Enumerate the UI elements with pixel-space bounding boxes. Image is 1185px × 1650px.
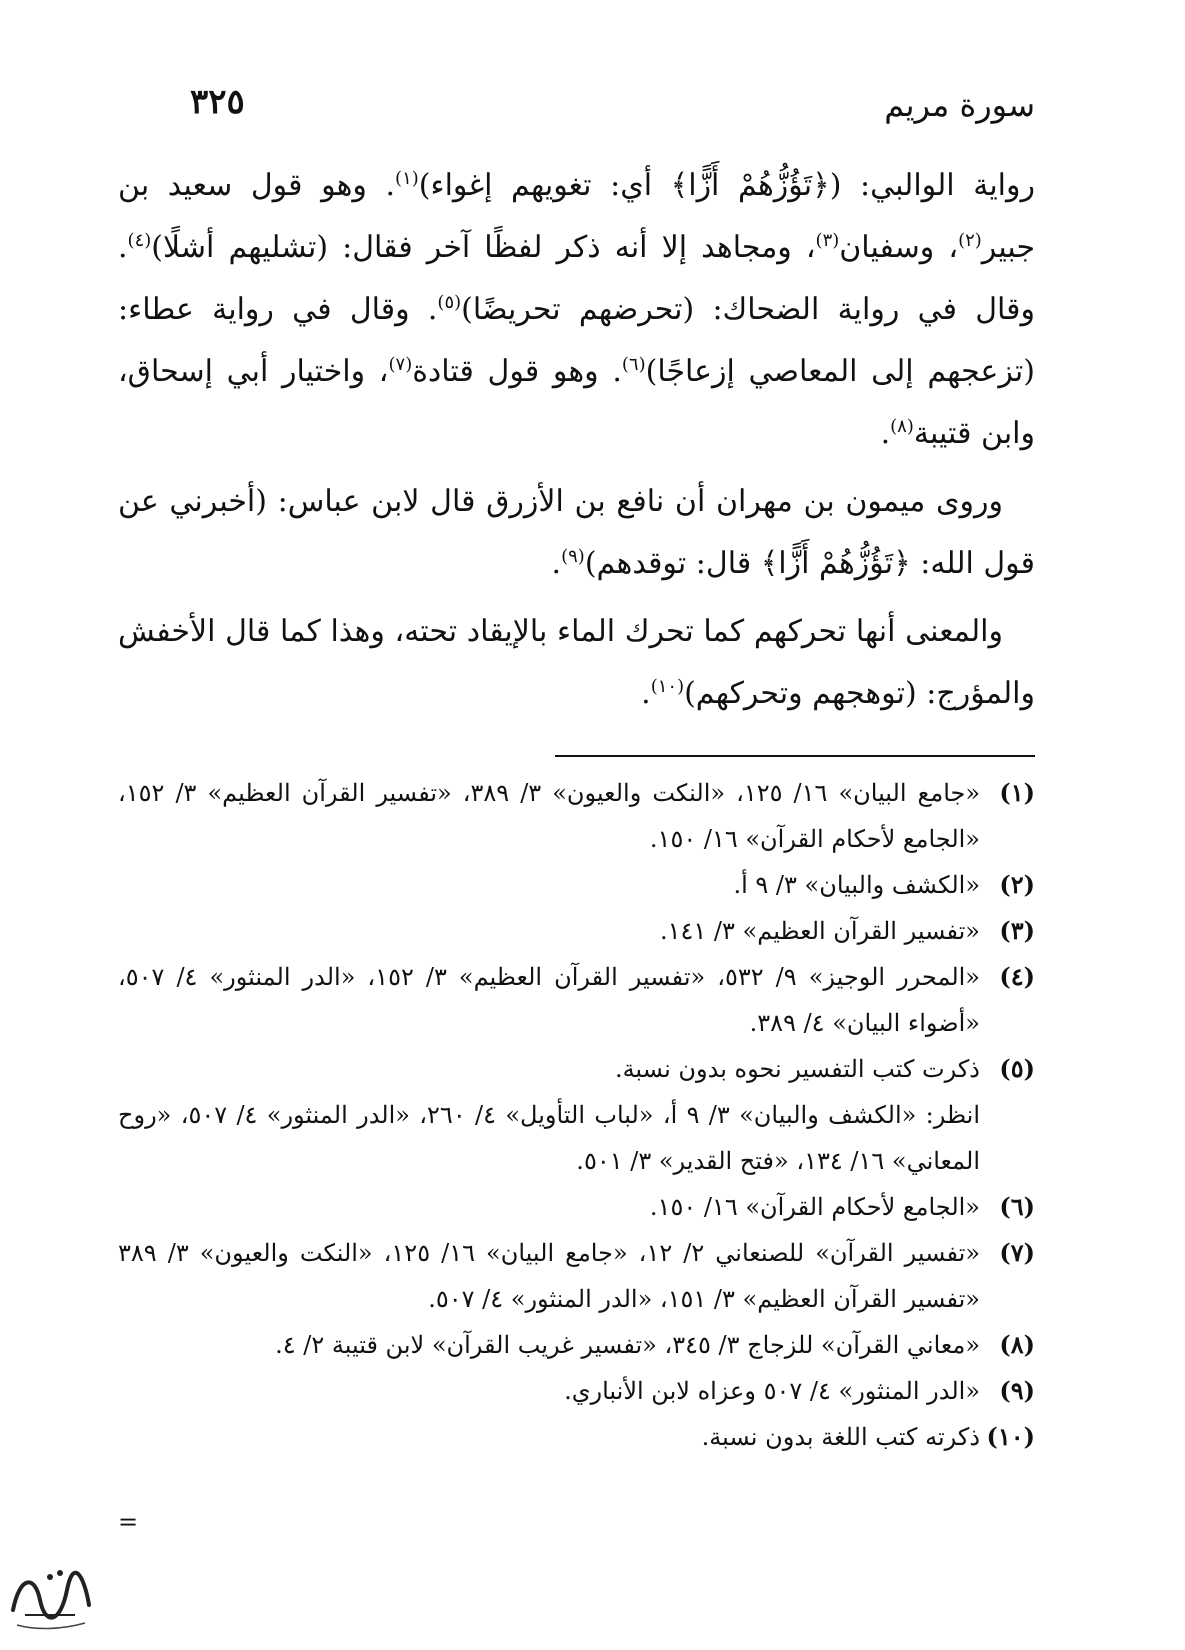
footnote-ref-5: (٥)	[437, 292, 462, 313]
footnote-7	[118, 1230, 1035, 1322]
continuation-mark: =	[118, 1508, 139, 1536]
footnote-number: (٤)	[999, 962, 1035, 991]
footnote-2	[118, 862, 1035, 908]
footnotes	[118, 770, 1035, 1460]
footnote-text: «الدر المنثور» ٤/ ٥٠٧ وعزاه لابن الأنباري.	[564, 1377, 980, 1405]
footnote-1	[118, 770, 1035, 862]
paragraph-1: رواية الوالبي: (﴿تَؤُزُّهُمْ أَزًّا﴾ أي: تغويهم إغواء)$^{(١)}$. وهو قول سعيد بن جبير$^{(٢)}$، وسفيان$^{(٣)}$، ومجاهد إلا أنه ذكر لفظًا آخر فقال: (تشليهم أشلًا)$^{(٤)}$. وقال في رواية الضحاك: (تحرضهم تحريضًا)$^{(٥)}$. وقال في رواية عطاء: (تزعجهم إلى المعاصي إزعاجًا)$^{(٦)}$. وهو قول قتادة$^{(٧)}$، واختيار أبي إسحاق، وابن قتيبة$^{(٨)}$.	[118, 168, 1035, 451]
footnote-4	[118, 954, 1035, 1046]
footnote-number: (١)	[999, 778, 1035, 807]
footnote-number: (٦)	[999, 1192, 1035, 1221]
footnote-ref-7: (٧)	[388, 354, 413, 375]
footnote-ref-4: (٤)	[127, 230, 152, 251]
page-number: ٣٢٥	[190, 82, 245, 122]
footnote-text: ذكرت كتب التفسير نحوه بدون نسبة.	[614, 1055, 980, 1083]
footnote-number: (٣)	[999, 916, 1035, 945]
footnote-9	[118, 1368, 1035, 1414]
footnote-number: (٧)	[999, 1238, 1035, 1267]
footnote-text: «معاني القرآن» للزجاج ٣/ ٣٤٥، «تفسير غريب القرآن» لابن قتيبة ٢/ ٤.	[275, 1331, 980, 1359]
footnote-text: «تفسير القرآن العظيم» ٣/ ١٤١.	[659, 917, 980, 945]
footnote-ref-9: (٩)	[561, 546, 585, 567]
footnote-number: (١٠)	[986, 1422, 1035, 1451]
footnote-5	[118, 1046, 1035, 1092]
footnote-8	[118, 1322, 1035, 1368]
footnote-ref-1: (١)	[395, 168, 419, 189]
footnote-number: (٥)	[999, 1054, 1035, 1083]
footnote-number: (٩)	[999, 1376, 1035, 1405]
paragraph-3: والمعنى أنها تحركهم كما تحرك الماء بالإيقاد تحته، وهذا كما قال الأخفش والمؤرج: (توهجهم وتحركهم)$^{(١٠)}$.	[118, 614, 1035, 711]
publisher-logo-icon	[5, 1555, 95, 1635]
footnote-separator	[555, 755, 1035, 757]
footnote-ref-10: (١٠)	[650, 676, 685, 697]
footnote-number: (٨)	[999, 1330, 1035, 1359]
footnote-ref-8: (٨)	[890, 416, 914, 437]
footnote-5-continuation: انظر: «الكشف والبيان» ٣/ ٩ أ، «لباب التأويل» ٤/ ٢٦٠، «الدر المنثور» ٤/ ٥٠٧، «روح المعاني» ١٦/ ١٣٤، «فتح القدير» ٣/ ٥٠١.	[118, 1101, 980, 1175]
footnote-text: ذكرته كتب اللغة بدون نسبة.	[701, 1423, 980, 1451]
footnote-text: «الجامع لأحكام القرآن» ١٦/ ١٥٠.	[649, 1193, 980, 1221]
footnote-text: «المحرر الوجيز» ٩/ ٥٣٢، «تفسير القرآن العظيم» ٣/ ١٥٢، «الدر المنثور» ٤/ ٥٠٧، «أضواء البيان» ٤/ ٣٨٩.	[118, 963, 980, 1037]
main-text	[118, 155, 1035, 731]
paragraph-2: وروى ميمون بن مهران أن نافع بن الأزرق قال لابن عباس: (أخبرني عن قول الله: ﴿تَؤُزُّهُمْ أَزًّا﴾ قال: توقدهم)$^{(٩)}$.	[118, 484, 1035, 581]
footnote-text: «تفسير القرآن» للصنعاني ٢/ ١٢، «جامع البيان» ١٦/ ١٢٥، «النكت والعيون» ٣/ ٣٨٩ «تفسير القرآن العظيم» ٣/ ١٥١، «الدر المنثور» ٤/ ٥٠٧.	[118, 1239, 981, 1313]
footnote-ref-6: (٦)	[621, 354, 646, 375]
footnote-3	[118, 908, 1035, 954]
footnote-text: «جامع البيان» ١٦/ ١٢٥، «النكت والعيون» ٣/ ٣٨٩، «تفسير القرآن العظيم» ٣/ ١٥٢، «الجامع لأحكام القرآن» ١٦/ ١٥٠.	[118, 779, 981, 853]
surah-title: سورة مريم	[884, 86, 1035, 124]
footnote-6	[118, 1184, 1035, 1230]
page-header	[175, 82, 1035, 132]
footnote-text: «الكشف والبيان» ٣/ ٩ أ.	[733, 871, 980, 899]
footnote-number: (٢)	[999, 870, 1035, 899]
footnote-10	[118, 1414, 1035, 1460]
footnote-ref-3: (٣)	[815, 230, 840, 251]
footnote-ref-2: (٢)	[958, 230, 982, 251]
